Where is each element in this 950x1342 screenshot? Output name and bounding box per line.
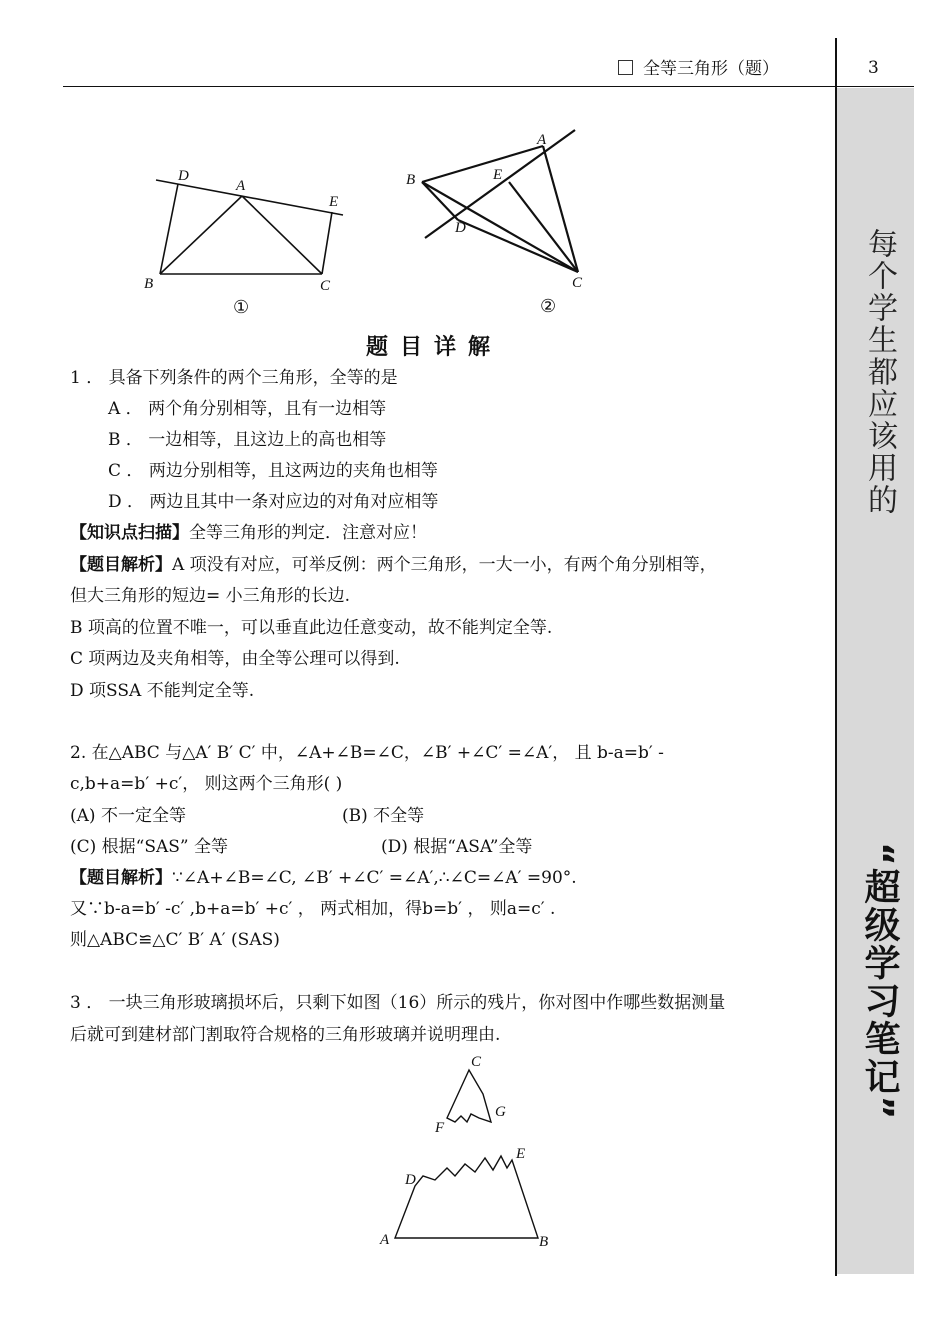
q1-option-a: A ． 两个角分别相等，且有一边相等 [108, 399, 387, 419]
q1-analysis-line: B 项高的位置不唯一，可以垂直此边任意变动，故不能判定全等. [70, 618, 553, 638]
q1-analysis-line: D 项SSA 不能判定全等. [70, 681, 255, 701]
fig1-label-e: E [329, 194, 339, 210]
fig1-label-c: C [320, 278, 331, 294]
q1-analysis [70, 554, 717, 576]
fig3-label-d: D [405, 1172, 416, 1188]
fig2-label-c: C [572, 275, 583, 291]
fig3-label-f: F [435, 1120, 445, 1136]
figure-2 [400, 124, 600, 319]
q2-analysis-label: 【题目解析】 [70, 868, 172, 888]
q2-option-b: (B) 不全等 [342, 806, 425, 826]
q2-stem: 2. 在△ABC 与△A′ B′ C′ 中，∠A+∠B=∠C，∠B′ +∠C′ =∠A′， 且 b-a=b′ - [70, 743, 664, 763]
q2-analysis [70, 867, 577, 889]
q2-analysis-line: ∵∠A+∠B=∠C, ∠B′ +∠C′ =∠A′,∴∠C=∠A′ =90°. [172, 868, 577, 888]
header-title [618, 54, 779, 79]
q3-stem: 3 ． 一块三角形玻璃损坏后，只剩下如图（16）所示的残片，你对图中作哪些数据测量 [70, 993, 726, 1013]
checkbox-icon [618, 60, 633, 75]
sidebar-slogan: 每个学生都应该用的 [862, 228, 897, 516]
q3-stem: 后就可到建材部门割取符合规格的三角形玻璃并说明理由. [70, 1025, 501, 1045]
fig1-caption: ① [233, 297, 250, 317]
fig1-label-d: D [178, 168, 189, 184]
q1-analysis-line: 但大三角形的短边= 小三角形的长边. [70, 586, 351, 606]
fig3-label-g: G [495, 1104, 506, 1120]
fig2-label-e: E [493, 167, 503, 183]
fig1-label-a: A [236, 178, 246, 194]
fig3-label-e: E [516, 1146, 526, 1162]
page-number: 3 [868, 58, 879, 78]
figure-3 [375, 1050, 565, 1250]
fig2-caption: ② [540, 296, 557, 316]
q2-analysis-line: 又∵b-a=b′ -c′ ,b+a=b′ +c′ ， 两式相加，得b=b′ ， 则a=c′ . [70, 899, 556, 919]
fig3-label-a: A [380, 1232, 390, 1248]
q1-knowledge-text: 全等三角形的判定．注意对应！ [189, 523, 427, 543]
sidebar-brand: “超级学习笔记” [859, 842, 900, 1122]
figure-1 [140, 160, 360, 325]
fig2-label-d: D [455, 220, 466, 236]
q2-stem: c,b+a=b′ +c′， 则这两个三角形( ) [70, 774, 343, 794]
q1-analysis-line: C 项两边及夹角相等，由全等公理可以得到. [70, 649, 400, 669]
fig2-label-b: B [406, 172, 416, 188]
q1-option-b: B ． 一边相等，且这边上的高也相等 [108, 430, 387, 450]
q2-analysis-line: 则△ABC≌△C′ B′ A′ (SAS) [70, 930, 280, 950]
q1-option-c: C ． 两边分别相等，且这两边的夹角也相等 [108, 461, 438, 481]
q1-knowledge [70, 522, 427, 544]
q2-option-d: (D) 根据“ASA”全等 [381, 837, 533, 857]
q1-analysis-label: 【题目解析】 [70, 555, 172, 575]
q2-option-a: (A) 不一定全等 [70, 806, 186, 826]
q1-stem: 1 ． 具备下列条件的两个三角形，全等的是 [70, 368, 398, 388]
fig3-label-b: B [539, 1234, 549, 1250]
q2-option-c: (C) 根据“SAS” 全等 [70, 837, 229, 857]
q1-option-d: D ． 两边且其中一条对应边的对角对应相等 [108, 492, 439, 512]
q1-knowledge-label: 【知识点扫描】 [70, 523, 189, 543]
header-title-text: 全等三角形（题） [643, 59, 779, 79]
q1-analysis-line: A 项没有对应，可举反例：两个三角形，一大一小，有两个角分别相等， [172, 555, 717, 575]
section-title: 题目详解 [365, 335, 502, 360]
fig2-label-a: A [537, 132, 547, 148]
fig1-label-b: B [144, 276, 154, 292]
fig3-label-c: C [471, 1054, 482, 1070]
header-divider [63, 86, 914, 87]
